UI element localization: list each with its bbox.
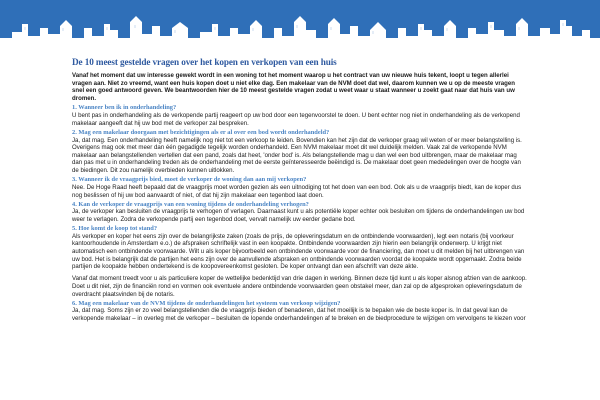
question-heading: 2. Mag een makelaar doorgaan met bezichtigingen als er al over een bod wordt onderhandeld? bbox=[72, 128, 330, 136]
question-heading: 4. Kan de verkoper de vraagprijs van een woning tijdens de onderhandeling verhogen? bbox=[72, 200, 309, 208]
question-answer: Ja, dat mag. Soms zijn er zo veel belangstellenden die de vraagprijs bieden of benaderen, dat het moeilijk is te bepalen wie de beste koper is. In dat geval kan de verkopende makelaar – in overleg met de verkoper – besluiten de lopende onderhandelingen af te breken en de biedprocedure te wijzigen om vervolgens te kiezen voor bbox=[72, 307, 526, 323]
question-heading: 5. Hoe komt de koop tot stand? bbox=[72, 225, 158, 233]
document-body bbox=[72, 57, 528, 324]
skyline-banner bbox=[0, 0, 600, 50]
question-answer: Nee. De Hoge Raad heeft bepaald dat de vraagprijs moet worden gezien als een uitnodiging tot het doen van een bod. Ook als u de vraagprijs biedt, kan de koper dus nog beslissen of hij uw bod aanvaardt of niet, of dat hij zijn makelaar een tegenbod laat doen. bbox=[72, 183, 522, 199]
question-answer: U bent pas in onderhandeling als de verkopende partij reageert op uw bod door een tegenvoorstel te doen. U bent echter nog niet in onderhandeling als de verkopend makelaar aangeeft dat hij uw bod met de verkoper zal bespreken. bbox=[72, 112, 520, 127]
skyline-silhouette bbox=[0, 0, 600, 38]
question-1 bbox=[72, 104, 528, 127]
question-heading: 3. Wanneer ik de vraagprijs bied, moet de verkoper de woning dan aan mij verkopen? bbox=[72, 176, 307, 184]
question-answer: Ja, dat mag. Een onderhandeling heeft namelijk nog niet tot een verkoop te leiden. Bovendien kan het zijn dat de verkoper graag wil weten of er meer belangstelling is. Overigens mag ook met meer dan één gegadigde tegelijk worden onderhandeld. Een NVM makelaar moet dit wel duidelijk melden. Vaak zal de verkopende NVM makelaar aan belangstellenden vertellen dat een pand, zoals dat heet, 'onder bod' is. Als belangstellende mag u dan wel een bod uitbrengen, maar de makelaar mag dan pas met u in onderhandeling treden als de onderhandeling met de eerste geïnteresseerde beëindigd is. De makelaar doet geen mededelingen over de hoogte van de biedingen. Dit zou namelijk overbieden kunnen uitlokken. bbox=[72, 136, 522, 175]
question-3 bbox=[72, 176, 528, 199]
question-answer: Ja, de verkoper kan besluiten de vraagprijs te verhogen of verlagen. Daarnaast kunt u als potentiële koper echter ook besluiten om tijdens de onderhandelingen uw bod weer te verlagen. Zodra de verkopende partij een tegenbod doet, vervalt namelijk uw eerder gedane bod. bbox=[72, 208, 525, 223]
question-heading: 6. Mag een makelaar van de NVM tijdens de onderhandelingen het systeem van verkoop wijzigen? bbox=[72, 299, 341, 307]
question-answer: Als verkoper en koper het eens zijn over de belangrijkste zaken (zoals de prijs, de opleveringsdatum en de ontbindende voorwaarden), legt een notaris (bij voorkeur kantoorhoudende in Amsterdam e.o.) de afspraken schriftelijk vast in een koopakte. Ontbindende voorwaarden zijn hierin een belangrijk onderwerp. U krijgt niet automatisch een ontbindende voorwaarde. Wilt u als koper bijvoorbeeld een ontbindende voorwaarde voor de financiering, dan moet u dit melden bij het uitbrengen van uw bod. Het is belangrijk dat de partijen het eens zijn over de aanvullende afspraken en ontbindende voorwaarden voordat de koopakte wordt opgemaakt. Zodra beide partijen de koopakte hebben ondertekend is de koopovereenkomst gesloten. De koper ontvangt dan een afschrift van deze akte. bbox=[72, 232, 525, 271]
question-4 bbox=[72, 201, 528, 224]
page-title: De 10 meest gestelde vragen over het kopen en verkopen van een huis bbox=[72, 57, 337, 67]
question-6 bbox=[72, 300, 528, 323]
question-2 bbox=[72, 129, 528, 175]
intro-paragraph: Vanaf het moment dat uw interesse gewekt wordt in een woning tot het moment waarop u het contract van uw nieuwe huis tekent, loopt u tegen allerlei vragen aan. Niet zo vreemd, want een huis kopen doet u niet elke dag. Een makelaar van de NVM doet dat wel, daarom kunnen we u op de meeste vragen snel een goed antwoord geven. We beantwoorden hier de 10 meest gestelde vragen zodat u weet waar u staat wanneer u zoekt gaat naar dat huis van uw dromen. bbox=[72, 72, 515, 102]
question-5 bbox=[72, 225, 528, 271]
question-heading: 1. Wanneer ben ik in onderhandeling? bbox=[72, 104, 177, 112]
bedenktijd-paragraph: Vanaf dat moment treedt voor u als particuliere koper de wettelijke bedenktijd van drie dagen in werking. Binnen deze tijd kunt u als koper alsnog afzien van de aankoop. Doet u dit niet, zijn de financiën rond en vormen ook eventuele andere ontbindende voorwaarden geen obstakel meer, dan zal op de afgesproken opleveringsdatum de overdracht plaatsvinden bij de notaris. bbox=[72, 275, 527, 298]
